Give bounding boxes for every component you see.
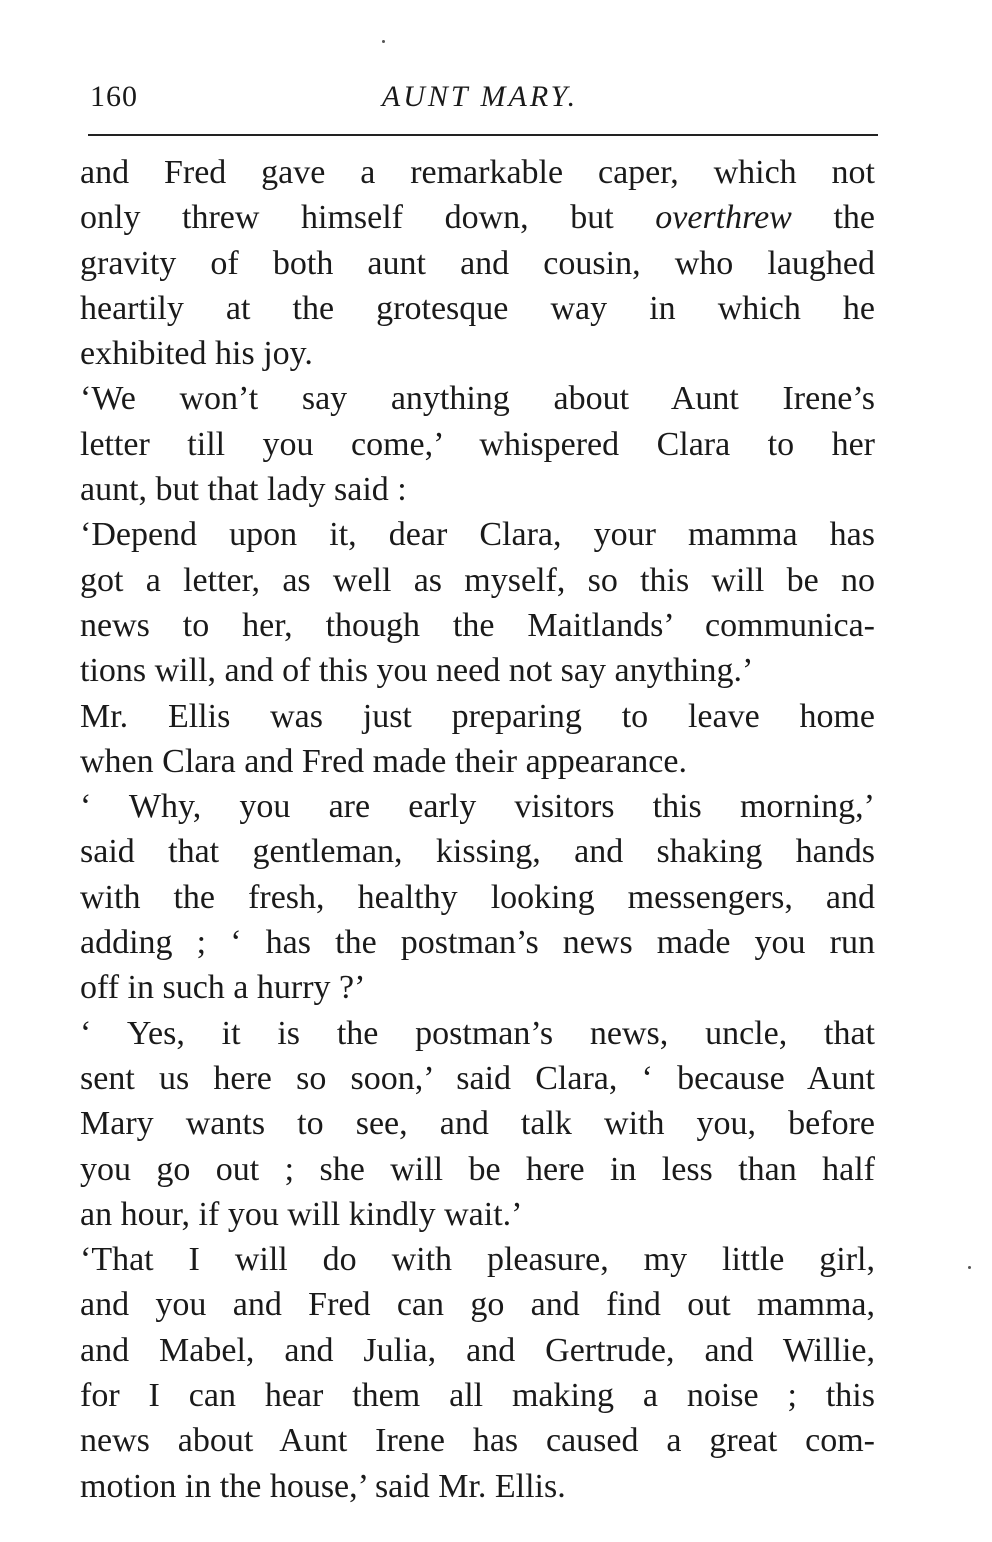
text-line [80, 603, 875, 648]
text-line [80, 286, 875, 331]
text-line [80, 195, 875, 240]
text-segment: motion in the house,’ said Mr. Ellis. [80, 1467, 566, 1505]
text-segment: Mary wants to see, and talk with you, before [80, 1105, 875, 1143]
text-segment: ‘We won’t say anything about Aunt Irene’s [80, 380, 875, 418]
text-line [80, 150, 875, 195]
text-line [80, 694, 875, 739]
text-segment: for I can hear them all making a noise ; this [80, 1377, 875, 1415]
text-segment: with the fresh, healthy looking messengers, and [80, 878, 875, 916]
text-segment: and Mabel, and Julia, and Gertrude, and Willie, [80, 1331, 875, 1369]
text-line [80, 376, 875, 421]
text-line [80, 1056, 875, 1101]
text-line [80, 512, 875, 557]
text-segment: you go out ; she will be here in less than half [80, 1150, 875, 1188]
running-title: AUNT MARY. [381, 80, 579, 113]
text-segment: off in such a hurry ?’ [80, 969, 366, 1007]
paper-speck [382, 40, 385, 43]
text-segment: Mr. Ellis was just preparing to leave home [80, 697, 875, 735]
text-segment: ‘Depend upon it, dear Clara, your mamma has [80, 516, 875, 554]
text-segment: aunt, but that lady said : [80, 471, 407, 509]
text-line [80, 467, 875, 512]
text-segment: sent us here so soon,’ said Clara, ‘ because Aunt [80, 1059, 875, 1097]
text-segment: adding ; ‘ has the postman’s news made you run [80, 924, 875, 962]
text-line [80, 422, 875, 467]
text-segment: ‘ Yes, it is the postman’s news, uncle, that [80, 1014, 875, 1052]
text-line [80, 1418, 875, 1463]
text-segment: an hour, if you will kindly wait.’ [80, 1195, 523, 1233]
text-line [80, 784, 875, 829]
text-segment: news to her, though the Maitlands’ communica- [80, 606, 875, 644]
text-segment: the [791, 199, 875, 237]
text-segment: said that gentleman, kissing, and shaking hands [80, 833, 875, 871]
text-line [80, 1282, 875, 1327]
text-line [80, 1192, 875, 1237]
text-segment: and you and Fred can go and find out mamma, [80, 1286, 875, 1324]
text-segment: letter till you come,’ whispered Clara to her [80, 425, 875, 463]
text-line [80, 1464, 875, 1509]
text-segment: news about Aunt Irene has caused a great com- [80, 1422, 875, 1460]
paper-speck [968, 1266, 971, 1269]
text-line [80, 1147, 875, 1192]
text-line [80, 331, 875, 376]
text-segment: ‘ Why, you are early visitors this morning,’ [80, 788, 875, 826]
text-line [80, 558, 875, 603]
text-segment: got a letter, as well as myself, so this will be no [80, 561, 875, 599]
italic-word: overthrew [655, 199, 792, 237]
text-segment: only threw himself down, but [80, 199, 656, 237]
text-segment: when Clara and Fred made their appearance. [80, 742, 687, 780]
text-line [80, 920, 875, 965]
text-line [80, 739, 875, 784]
text-line [80, 1011, 875, 1056]
text-line [80, 648, 875, 693]
text-line [80, 1237, 875, 1282]
text-segment: tions will, and of this you need not say anything.’ [80, 652, 754, 690]
text-line [80, 1101, 875, 1146]
body-text [80, 150, 875, 1509]
text-line [80, 241, 875, 286]
text-segment: gravity of both aunt and cousin, who laughed [80, 244, 875, 282]
text-line [80, 875, 875, 920]
page-header [80, 80, 880, 130]
text-line [80, 829, 875, 874]
text-line [80, 965, 875, 1010]
text-segment: heartily at the grotesque way in which he [80, 289, 875, 327]
text-line [80, 1373, 875, 1418]
text-segment: ‘That I will do with pleasure, my little girl, [80, 1241, 875, 1279]
page-number: 160 [90, 80, 138, 113]
text-segment: and Fred gave a remarkable caper, which not [80, 154, 875, 191]
text-line [80, 1328, 875, 1373]
header-rule [88, 134, 878, 136]
text-segment: exhibited his joy. [80, 335, 313, 373]
